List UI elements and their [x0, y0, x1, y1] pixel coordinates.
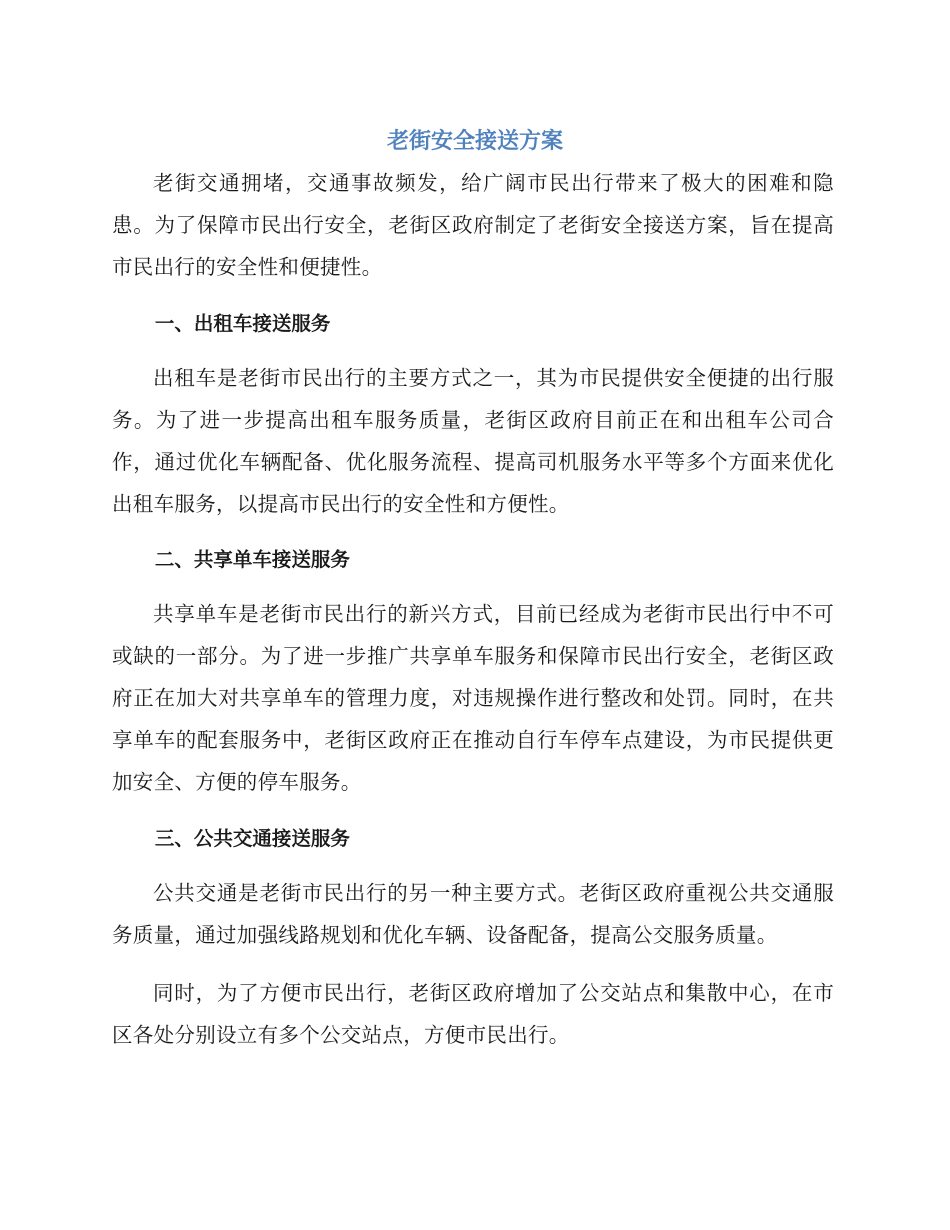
document-title: 老街安全接送方案	[386, 129, 563, 154]
section-heading-transit: 三、公共交通接送服务	[154, 827, 350, 850]
section-heading-bike: 二、共享单车接送服务	[154, 548, 350, 571]
section-heading-taxi: 一、出租车接送服务	[154, 312, 331, 335]
section-paragraph-transit-1: 公共交通是老街市民出行的另一种主要方式。老街区政府重视公共交通服务质量，通过加强线路规划和优化车辆、设备配备，提高公交服务质量。	[112, 881, 834, 947]
intro-paragraph: 老街交通拥堵，交通事故频发，给广阔市民出行带来了极大的困难和隐患。为了保障市民出行安全，老街区政府制定了老街安全接送方案，旨在提高市民出行的安全性和便捷性。	[112, 171, 834, 279]
section-paragraph-transit-2: 同时，为了方便市民出行，老街区政府增加了公交站点和集散中心，在市区各处分别设立有多个公交站点，方便市民出行。	[112, 981, 834, 1047]
section-paragraph-taxi: 出租车是老街市民出行的主要方式之一，其为市民提供安全便捷的出行服务。为了进一步提高出租车服务质量，老街区政府目前正在和出租车公司合作，通过优化车辆配备、优化服务流程、提高司机服务水平等多个方面来优化出租车服务，以提高市民出行的安全性和方便性。	[112, 366, 834, 516]
section-paragraph-bike: 共享单车是老街市民出行的新兴方式，目前已经成为老街市民出行中不可或缺的一部分。为了进一步推广共享单车服务和保障市民出行安全，老街区政府正在加大对共享单车的管理力度，对违规操作进行整改和处罚。同时，在共享单车的配套服务中，老街区政府正在推动自行车停车点建设，为市民提供更加安全、方便的停车服务。	[112, 602, 834, 794]
